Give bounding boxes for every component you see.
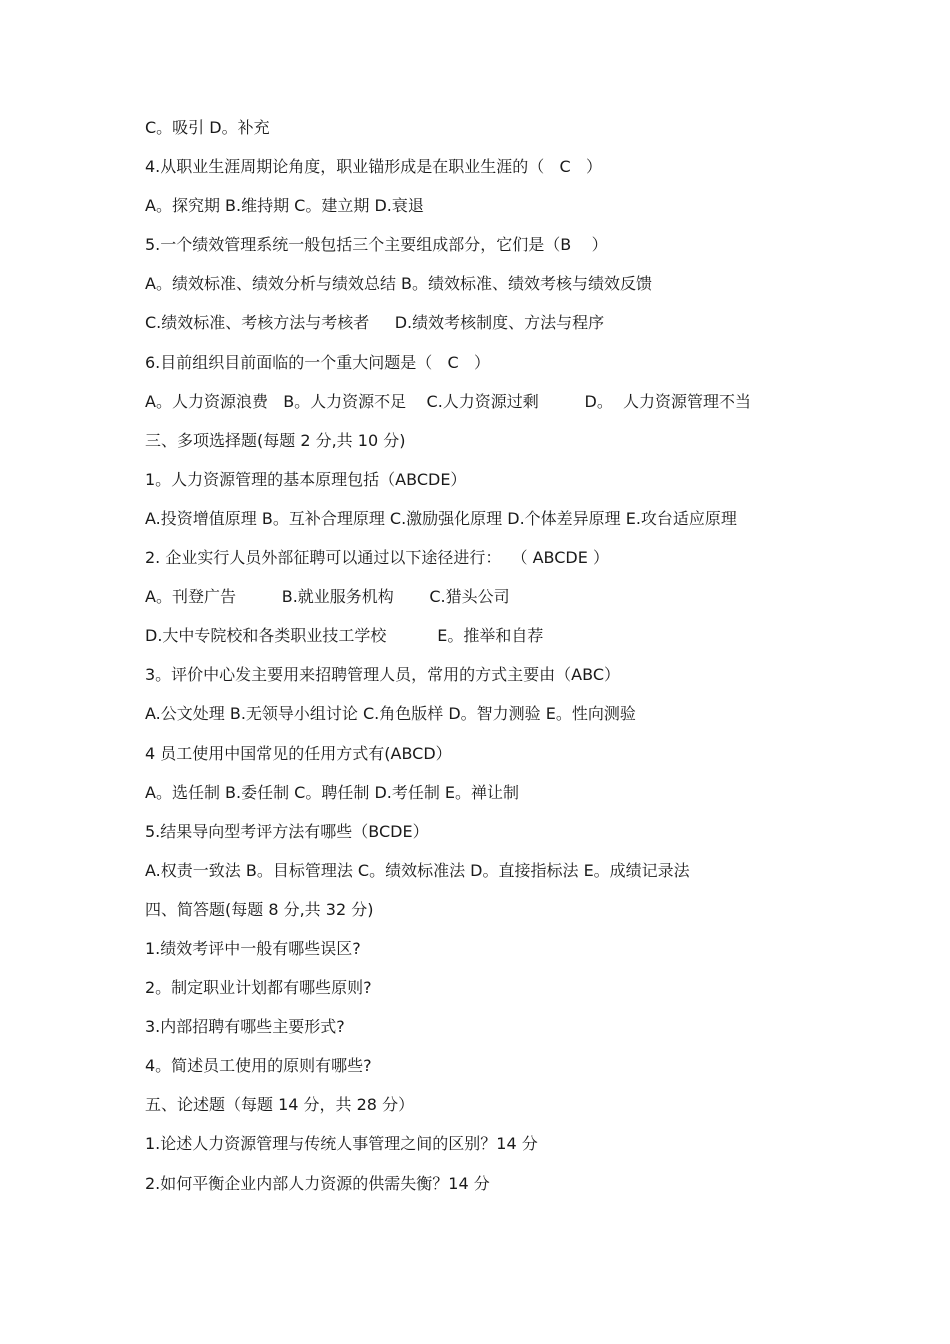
question-line: 1。人力资源管理的基本原理包括（ABCDE）	[145, 469, 467, 489]
question-line: 6.目前组织目前面临的一个重大问题是（ C ）	[145, 352, 490, 372]
question-line: 2。制定职业计划都有哪些原则?	[145, 978, 372, 998]
question-line: 4.从职业生涯周期论角度，职业锚形成是在职业生涯的（ C ）	[145, 157, 602, 177]
question-line: 1.论述人力资源管理与传统人事管理之间的区别？14 分	[145, 1134, 538, 1154]
section-heading: 五、论述题（每题 14 分，共 28 分）	[145, 1095, 415, 1115]
answer-options-line: A。人力资源浪费 B。人力资源不足 C.人力资源过剩 D。 人力资源管理不当	[145, 391, 752, 411]
answer-options-line: D.大中专院校和各类职业技工学校 E。推举和自荐	[145, 626, 544, 646]
question-line: 3.内部招聘有哪些主要形式?	[145, 1017, 345, 1037]
answer-options-line: A.投资增值原理 B。互补合理原理 C.激励强化原理 D.个体差异原理 E.攻台适应原理	[145, 508, 737, 528]
answer-options-line: C。吸引 D。补充	[145, 118, 270, 137]
question-line: 2. 企业实行人员外部征聘可以通过以下途径进行： （ ABCDE ）	[145, 548, 609, 568]
question-line: 5.结果导向型考评方法有哪些（BCDE）	[145, 821, 429, 841]
answer-options-line: C.绩效标准、考核方法与考核者 D.绩效考核制度、方法与程序	[145, 313, 605, 333]
question-line: 3。评价中心发主要用来招聘管理人员，常用的方式主要由（ABC）	[145, 665, 620, 685]
answer-options-line: A。刊登广告 B.就业服务机构 C.猎头公司	[145, 587, 510, 607]
question-line: 5.一个绩效管理系统一般包括三个主要组成部分，它们是（B ）	[145, 235, 608, 255]
answer-options-line: A。绩效标准、绩效分析与绩效总结 B。绩效标准、绩效考核与绩效反馈	[145, 274, 653, 294]
question-line: 4 员工使用中国常见的任用方式有(ABCD）	[145, 743, 452, 763]
section-heading: 三、多项选择题(每题 2 分,共 10 分)	[145, 430, 406, 450]
question-line: 1.绩效考评中一般有哪些误区?	[145, 938, 361, 958]
question-line: 2.如何平衡企业内部人力资源的供需失衡？14 分	[145, 1173, 490, 1193]
exam-text-body	[145, 116, 845, 1211]
answer-options-line: A。选任制 B.委任制 C。聘任制 D.考任制 E。禅让制	[145, 782, 520, 802]
answer-options-line: A.权责一致法 B。目标管理法 C。绩效标准法 D。直接指标法 E。成绩记录法	[145, 860, 690, 880]
answer-options-line: A。探究期 B.维持期 C。建立期 D.衰退	[145, 196, 424, 216]
answer-options-line: A.公文处理 B.无领导小组讨论 C.角色版样 D。智力测验 E。性向测验	[145, 704, 636, 724]
section-heading: 四、简答题(每题 8 分,共 32 分)	[145, 899, 374, 919]
question-line: 4。简述员工使用的原则有哪些?	[145, 1056, 372, 1076]
